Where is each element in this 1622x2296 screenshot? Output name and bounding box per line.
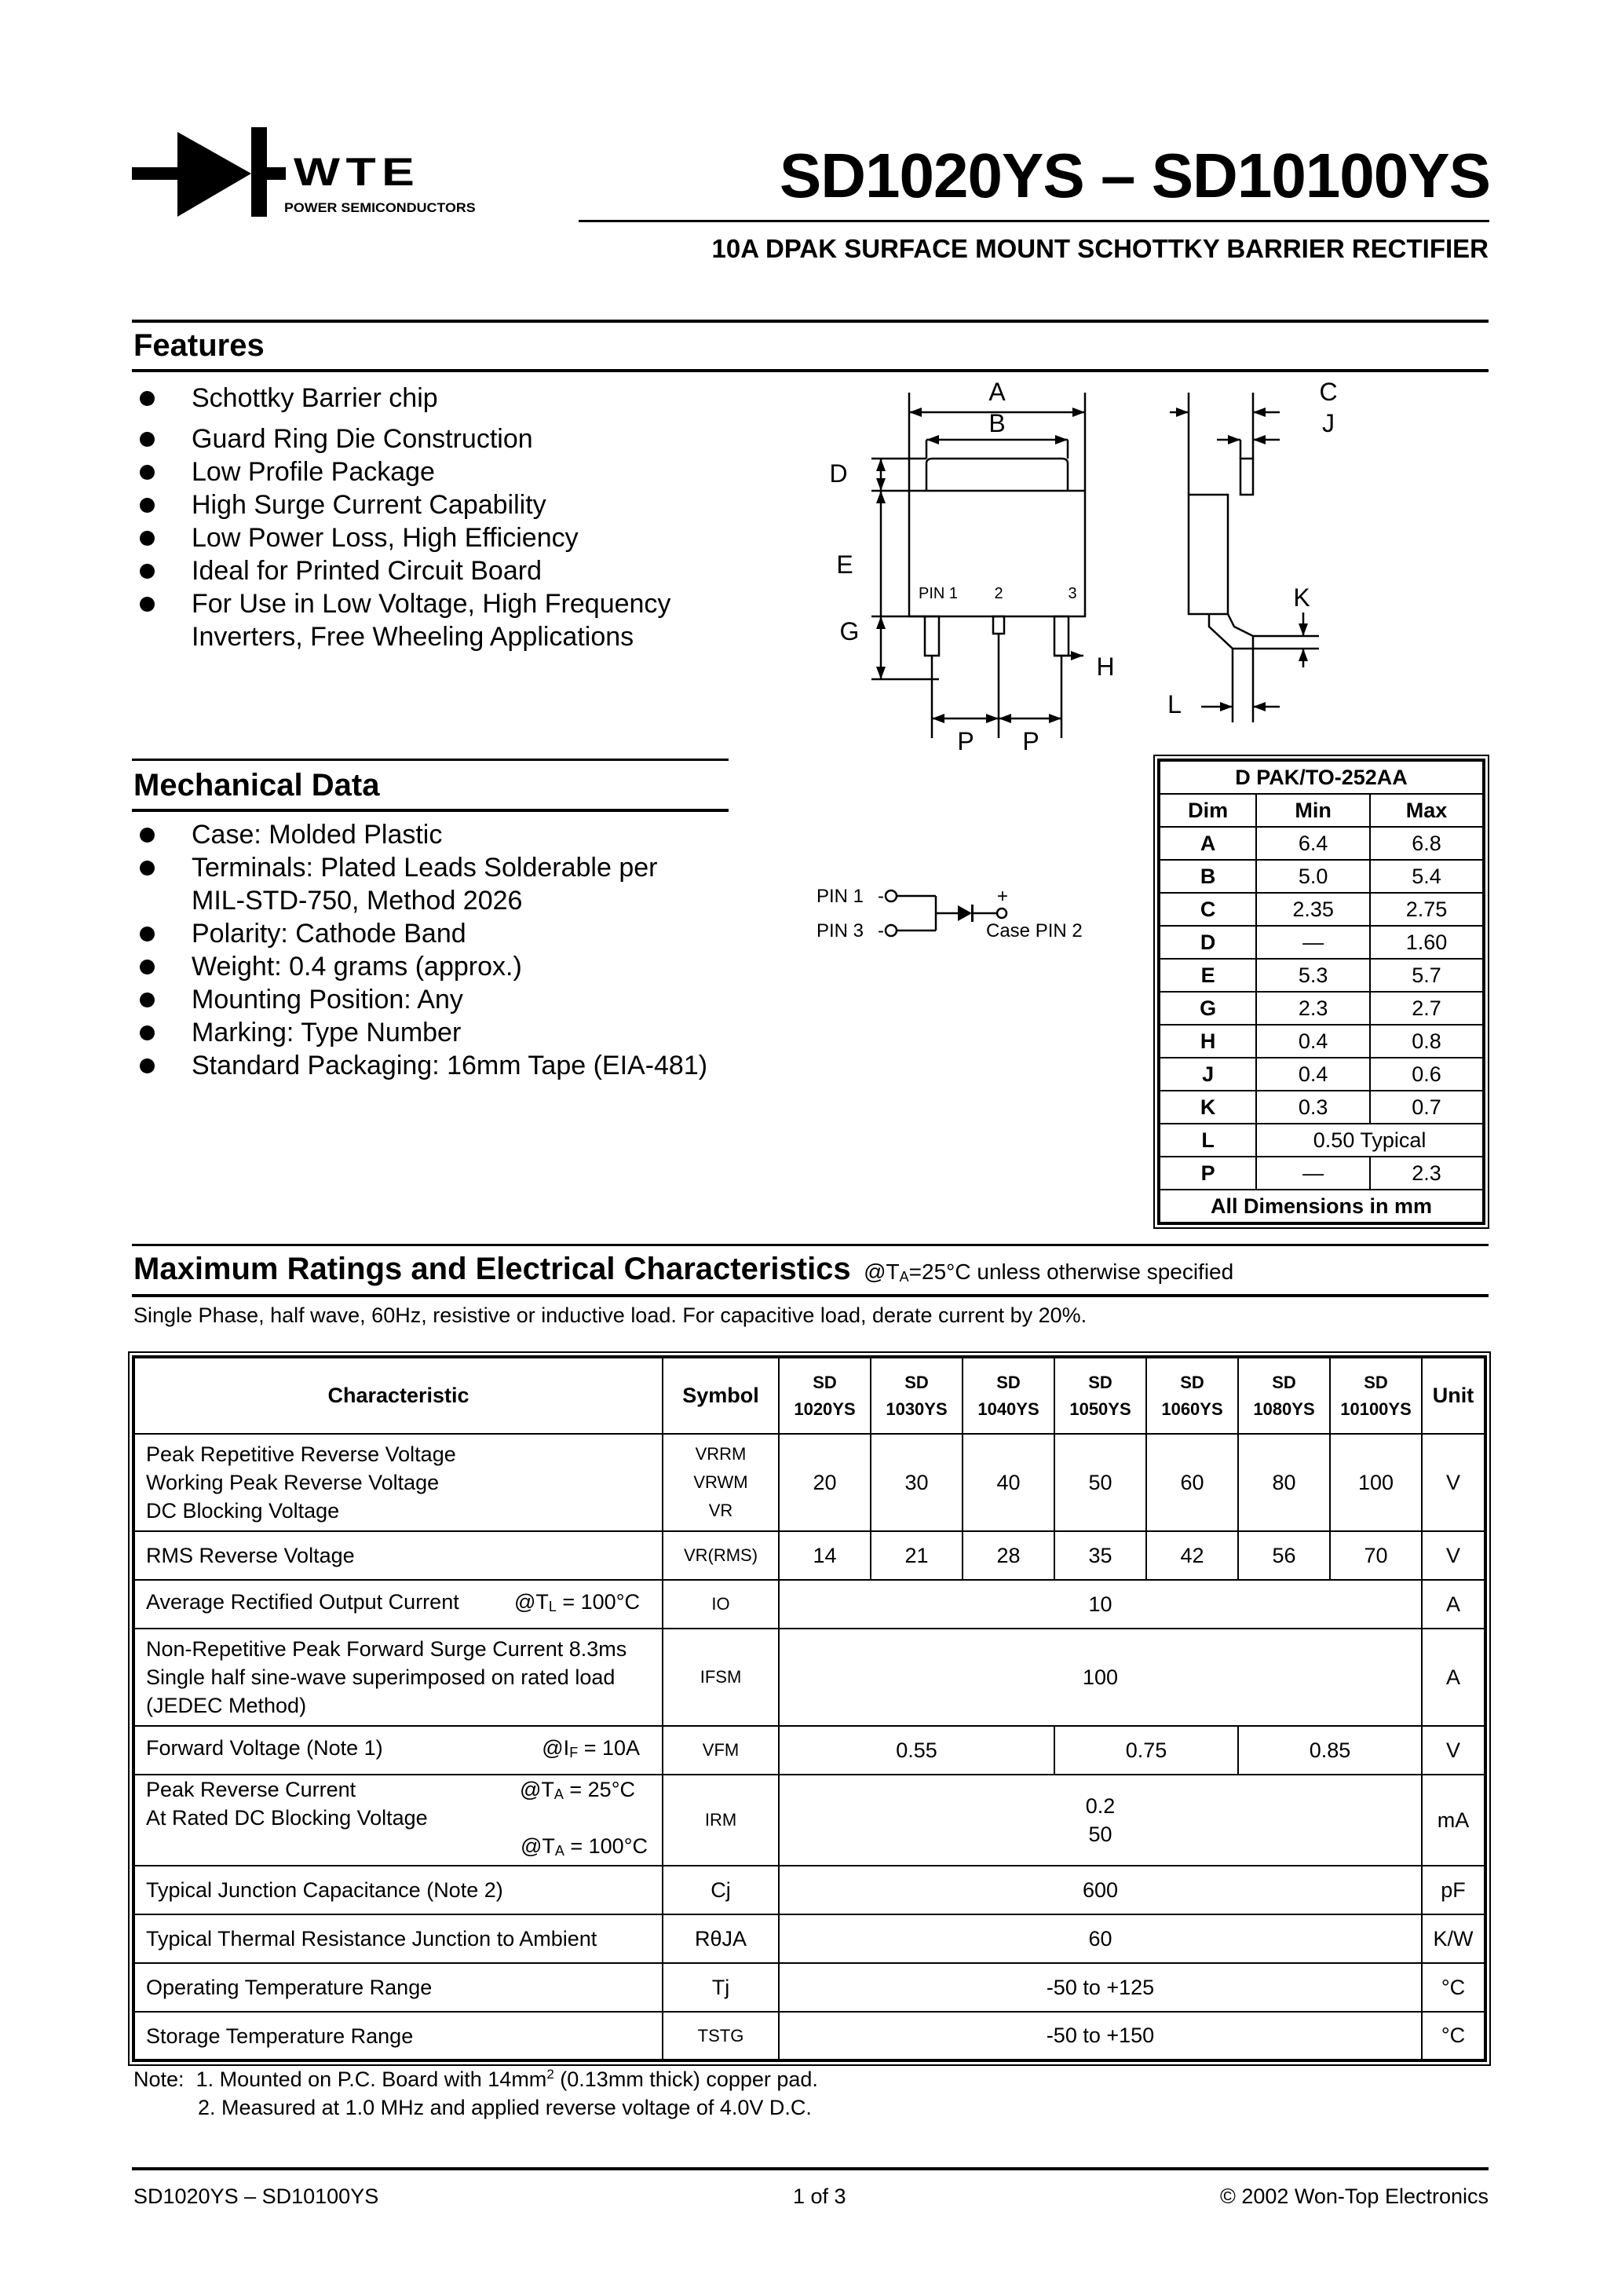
col-symbol: Symbol — [663, 1357, 779, 1434]
max-cell: 5.4 — [1370, 860, 1484, 893]
value-cell: 56 — [1238, 1531, 1330, 1580]
col-part — [1054, 1357, 1146, 1434]
dimensions-title: D PAK/TO-252AA — [1159, 760, 1484, 794]
value-cell: -50 to +150 — [779, 2012, 1422, 2060]
dim-label-d: D — [829, 459, 848, 488]
value-cell: 60 — [779, 1914, 1422, 1963]
value-cell: 28 — [963, 1531, 1054, 1580]
char-line — [146, 1775, 662, 1804]
features-list — [135, 382, 763, 653]
cond-post: = 100°C — [556, 1590, 640, 1614]
min-cell: 5.3 — [1256, 959, 1370, 992]
value-cell: -50 to +125 — [779, 1963, 1422, 2012]
char-line: Non-Repetitive Peak Forward Surge Current 8.3ms — [146, 1637, 627, 1661]
min-cell: 0.4 — [1256, 1025, 1370, 1058]
table-row — [133, 1434, 1485, 1531]
footer-rule — [132, 2167, 1489, 2170]
table-row — [1159, 893, 1484, 926]
ratings-heading: Maximum Ratings and Electrical Characteristics — [133, 1252, 851, 1286]
unit-cell: V — [1422, 1726, 1485, 1775]
table-row — [133, 1580, 1485, 1629]
list-item: Polarity: Cathode Band — [135, 917, 732, 950]
condition — [514, 1588, 662, 1621]
list-item: Low Power Loss, High Efficiency — [135, 521, 763, 554]
table-row — [1159, 1157, 1484, 1190]
footer-page-number: 1 of 3 — [793, 2184, 846, 2208]
list-item: Terminals: Plated Leads Solderable per MIL-STD-750, Method 2026 — [135, 851, 678, 917]
condition-prefix: @T — [864, 1260, 900, 1284]
dim-label-l: L — [1167, 690, 1182, 718]
char-text: Peak Reverse Current — [146, 1778, 356, 1801]
min-cell: 0.3 — [1256, 1091, 1370, 1124]
dim-cell: D — [1159, 926, 1256, 959]
condition-suffix: =25°C unless otherwise specified — [908, 1260, 1234, 1284]
dim-label-h: H — [1096, 653, 1115, 681]
min-cell: 2.3 — [1256, 992, 1370, 1025]
min-cell: 0.4 — [1256, 1058, 1370, 1091]
note1-sup: 2 — [546, 2067, 554, 2082]
schematic-pin1-label: PIN 1 — [816, 886, 864, 907]
dim-label-g: G — [839, 617, 860, 645]
unit-cell: K/W — [1422, 1914, 1485, 1963]
unit-cell: mA — [1422, 1775, 1485, 1866]
col-part — [779, 1357, 871, 1434]
dim-cell: K — [1159, 1091, 1256, 1124]
list-item: For Use in Low Voltage, High Frequency Inverters, Free Wheeling Applications — [135, 587, 694, 653]
mechanical-list — [135, 818, 732, 1082]
pin2-label: 2 — [994, 585, 1003, 602]
col-characteristic: Characteristic — [133, 1357, 663, 1434]
table-row — [1159, 959, 1484, 992]
symbol-cell: RθJA — [663, 1914, 779, 1963]
ratings-top-rule — [132, 1244, 1489, 1246]
condition — [542, 1734, 662, 1767]
dim-cell: L — [1159, 1124, 1256, 1157]
max-cell: 6.8 — [1370, 827, 1484, 860]
list-item: Marking: Type Number — [135, 1016, 732, 1049]
char-line: (JEDEC Method) — [146, 1694, 307, 1717]
table-row — [133, 1775, 1485, 1866]
schematic-pin3-label: PIN 3 — [816, 920, 864, 941]
symbol-cell: Tj — [663, 1963, 779, 2012]
pin3-label: 3 — [1068, 585, 1077, 602]
cond-sub: L — [548, 1599, 557, 1614]
value-cell: 80 — [1238, 1434, 1330, 1531]
table-row — [1159, 860, 1484, 893]
ratings-intro: Single Phase, half wave, 60Hz, resistive or inductive load. For capacitive load, derate current by 20%. — [133, 1303, 1087, 1327]
mechanical-heading: Mechanical Data — [133, 768, 380, 803]
dimensions-header: Min — [1256, 794, 1370, 827]
part-prefix: SD — [1272, 1372, 1296, 1392]
unit-cell: A — [1422, 1580, 1485, 1629]
part-number: 1080YS — [1253, 1398, 1315, 1419]
dim-cell: J — [1159, 1058, 1256, 1091]
page-title: SD1020YS – SD10100YS — [779, 141, 1490, 210]
value-cell: 42 — [1146, 1531, 1238, 1580]
value-cell: 35 — [1054, 1531, 1146, 1580]
features-top-rule — [132, 320, 1489, 323]
char-cell — [133, 1434, 663, 1531]
mechanical-bottom-rule — [132, 809, 729, 812]
min-cell: 6.4 — [1256, 827, 1370, 860]
char-line: Working Peak Reverse Voltage — [146, 1471, 440, 1494]
unit-cell: V — [1422, 1531, 1485, 1580]
wte-logo-icon — [132, 124, 289, 218]
value-cell: 10 — [779, 1580, 1422, 1629]
dim-cell: A — [1159, 827, 1256, 860]
dim-label-p2: P — [1022, 727, 1039, 754]
cond-sub: A — [553, 1786, 564, 1802]
features-bottom-rule — [132, 369, 1489, 372]
dimensions-footer: All Dimensions in mm — [1159, 1190, 1484, 1223]
dim-label-c: C — [1319, 378, 1338, 406]
table-row — [133, 1963, 1485, 2012]
char-cell — [133, 1629, 663, 1726]
schematic-pin1-minus: - — [878, 886, 884, 907]
ratings-condition — [864, 1260, 1233, 1284]
max-cell: 2.3 — [1370, 1157, 1484, 1190]
char-cell — [133, 1726, 663, 1775]
col-part — [963, 1357, 1054, 1434]
cond-post: = 100°C — [564, 1834, 648, 1858]
ratings-heading-block — [133, 1252, 1233, 1287]
dimensions-header: Dim — [1159, 794, 1256, 827]
condition-sub: A — [899, 1269, 909, 1285]
diode-schematic-diagram — [816, 883, 1099, 962]
symbol-cell — [663, 1434, 779, 1531]
pin1-label: PIN 1 — [919, 585, 959, 602]
symbol-cell: IFSM — [663, 1629, 779, 1726]
cond-post: = 10A — [578, 1736, 640, 1760]
table-row — [1159, 992, 1484, 1025]
logo-tagline: POWER SEMICONDUCTORS — [284, 200, 476, 215]
footer-copyright: © 2002 Won-Top Electronics — [1219, 2184, 1489, 2208]
value-cell: 0.85 — [1238, 1726, 1422, 1775]
col-part — [1238, 1357, 1330, 1434]
max-cell: 1.60 — [1370, 926, 1484, 959]
table-row — [133, 1531, 1485, 1580]
value-cell: 100 — [1330, 1434, 1422, 1531]
value-cell: 100 — [779, 1629, 1422, 1726]
dim-cell: C — [1159, 893, 1256, 926]
col-unit: Unit — [1422, 1357, 1485, 1434]
package-outline-diagram — [809, 377, 1358, 754]
value-line: 50 — [1088, 1823, 1112, 1846]
dim-cell: H — [1159, 1025, 1256, 1058]
cond-pre: @T — [513, 1590, 549, 1614]
list-item: High Surge Current Capability — [135, 488, 763, 521]
page-subtitle: 10A DPAK SURFACE MOUNT SCHOTTKY BARRIER RECTIFIER — [711, 234, 1489, 263]
table-row — [133, 1866, 1485, 1914]
list-item: Guard Ring Die Construction — [135, 422, 763, 455]
char-cell — [133, 1775, 663, 1866]
features-heading: Features — [133, 328, 265, 363]
list-item: Standard Packaging: 16mm Tape (EIA-481) — [135, 1049, 732, 1082]
value-cell: 600 — [779, 1866, 1422, 1914]
value-cell: 0.55 — [779, 1726, 1054, 1775]
notes — [133, 2060, 818, 2122]
symbol: VRWM — [693, 1472, 748, 1492]
value-line: 0.2 — [1085, 1794, 1116, 1818]
logo-name: WTE — [294, 150, 421, 194]
value-cell: 50 — [1054, 1434, 1146, 1531]
value-cell: 0.75 — [1054, 1726, 1238, 1775]
table-row — [1159, 1124, 1484, 1157]
dim-label-b: B — [988, 409, 1006, 437]
schematic-case-label: Case PIN 2 — [986, 920, 1083, 941]
condition — [521, 1832, 662, 1865]
ratings-table — [132, 1355, 1487, 2062]
max-cell: 0.6 — [1370, 1058, 1484, 1091]
list-item: Mounting Position: Any — [135, 983, 732, 1016]
cond-pre: @T — [519, 1778, 554, 1801]
symbol: VR — [708, 1501, 733, 1520]
value-cell: 20 — [779, 1434, 871, 1531]
schematic-pin3-minus: - — [878, 920, 884, 941]
min-cell: 5.0 — [1256, 860, 1370, 893]
dim-label-a: A — [988, 378, 1006, 406]
dim-label-e: E — [836, 550, 853, 579]
symbol-cell: IO — [663, 1580, 779, 1629]
char-line: DC Blocking Voltage — [146, 1499, 340, 1523]
dim-label-j: J — [1322, 409, 1335, 437]
table-row — [1159, 1025, 1484, 1058]
char-line: Average Rectified Output Current — [146, 1590, 459, 1614]
min-cell: 2.35 — [1256, 893, 1370, 926]
dim-label-p1: P — [957, 727, 974, 754]
note-1 — [133, 2060, 818, 2093]
part-number: 1040YS — [977, 1398, 1039, 1419]
cond-post: = 25°C — [563, 1778, 635, 1801]
min-cell: — — [1256, 1157, 1370, 1190]
char-cell: Typical Junction Capacitance (Note 2) — [133, 1866, 663, 1914]
list-item: Case: Molded Plastic — [135, 818, 732, 851]
condition — [520, 1775, 662, 1808]
min-cell: — — [1256, 926, 1370, 959]
max-cell: 2.7 — [1370, 992, 1484, 1025]
part-number: 10100YS — [1340, 1398, 1412, 1419]
max-cell: 0.8 — [1370, 1025, 1484, 1058]
schematic-plus: + — [997, 886, 1009, 907]
dim-cell: E — [1159, 959, 1256, 992]
value-cell — [779, 1775, 1422, 1866]
note1-post: (0.13mm thick) copper pad. — [553, 2067, 818, 2091]
char-line: Forward Voltage (Note 1) — [146, 1736, 383, 1760]
unit-cell: A — [1422, 1629, 1485, 1726]
table-row — [133, 2012, 1485, 2060]
symbol-cell: IRM — [663, 1775, 779, 1866]
part-prefix: SD — [1364, 1372, 1388, 1392]
note1-pre: 1. Mounted on P.C. Board with 14mm — [195, 2067, 547, 2091]
part-number: 1030YS — [886, 1398, 948, 1419]
max-cell: 5.7 — [1370, 959, 1484, 992]
table-row — [1159, 926, 1484, 959]
unit-cell: °C — [1422, 2012, 1485, 2060]
char-line: Single half sine-wave superimposed on rated load — [146, 1665, 616, 1689]
value-cell: 30 — [871, 1434, 963, 1531]
typical-cell: 0.50 Typical — [1256, 1124, 1484, 1157]
unit-cell: °C — [1422, 1963, 1485, 2012]
part-number: 1050YS — [1069, 1398, 1131, 1419]
table-row — [1159, 827, 1484, 860]
symbol-cell: Cj — [663, 1866, 779, 1914]
value-cell: 21 — [871, 1531, 963, 1580]
title-rule — [579, 220, 1489, 222]
dim-cell: B — [1159, 860, 1256, 893]
cond-pre: @T — [520, 1834, 555, 1858]
list-item: Schottky Barrier chip — [135, 382, 763, 415]
cond-pre: @I — [542, 1736, 570, 1760]
char-cell: Operating Temperature Range — [133, 1963, 663, 2012]
table-row — [1159, 1058, 1484, 1091]
value-cell: 40 — [963, 1434, 1054, 1531]
part-prefix: SD — [904, 1372, 929, 1392]
col-part — [1146, 1357, 1238, 1434]
list-item: Ideal for Printed Circuit Board — [135, 554, 763, 587]
unit-cell: V — [1422, 1434, 1485, 1531]
value-cell: 60 — [1146, 1434, 1238, 1531]
dim-cell: P — [1159, 1157, 1256, 1190]
table-row — [133, 1914, 1485, 1963]
table-row — [133, 1629, 1485, 1726]
dimensions-table — [1157, 759, 1485, 1225]
char-cell: Storage Temperature Range — [133, 2012, 663, 2060]
symbol-cell: VFM — [663, 1726, 779, 1775]
symbol: VRRM — [695, 1444, 747, 1464]
dim-label-k: K — [1293, 583, 1310, 612]
part-prefix: SD — [1180, 1372, 1204, 1392]
char-cell: Typical Thermal Resistance Junction to Ambient — [133, 1914, 663, 1963]
unit-cell: pF — [1422, 1866, 1485, 1914]
char-line: Peak Repetitive Reverse Voltage — [146, 1442, 456, 1466]
value-cell: 14 — [779, 1531, 871, 1580]
table-row — [133, 1726, 1485, 1775]
col-part — [871, 1357, 963, 1434]
char-text: At Rated DC Blocking Voltage — [146, 1806, 428, 1830]
dim-cell: G — [1159, 992, 1256, 1025]
part-prefix: SD — [1088, 1372, 1112, 1392]
cond-sub: A — [554, 1843, 564, 1859]
char-cell: RMS Reverse Voltage — [133, 1531, 663, 1580]
value-cell: 70 — [1330, 1531, 1422, 1580]
ratings-bottom-rule — [132, 1294, 1489, 1297]
list-item: Low Profile Package — [135, 455, 763, 488]
note-2: 2. Measured at 1.0 MHz and applied reverse voltage of 4.0V D.C. — [198, 2096, 812, 2119]
part-prefix: SD — [813, 1372, 837, 1392]
cond-sub: F — [569, 1745, 579, 1760]
part-number: 1060YS — [1161, 1398, 1223, 1419]
max-cell: 2.75 — [1370, 893, 1484, 926]
note-label: Note: — [133, 2067, 184, 2091]
footer-left: SD1020YS – SD10100YS — [133, 2184, 379, 2208]
char-cell — [133, 1580, 663, 1629]
symbol-cell: VR(RMS) — [663, 1531, 779, 1580]
dimensions-header: Max — [1370, 794, 1484, 827]
col-part — [1330, 1357, 1422, 1434]
symbol-cell: TSTG — [663, 2012, 779, 2060]
part-number: 1020YS — [794, 1398, 856, 1419]
max-cell: 0.7 — [1370, 1091, 1484, 1124]
mechanical-top-rule — [132, 759, 729, 761]
table-row — [1159, 1091, 1484, 1124]
part-prefix: SD — [996, 1372, 1021, 1392]
list-item: Weight: 0.4 grams (approx.) — [135, 950, 732, 983]
